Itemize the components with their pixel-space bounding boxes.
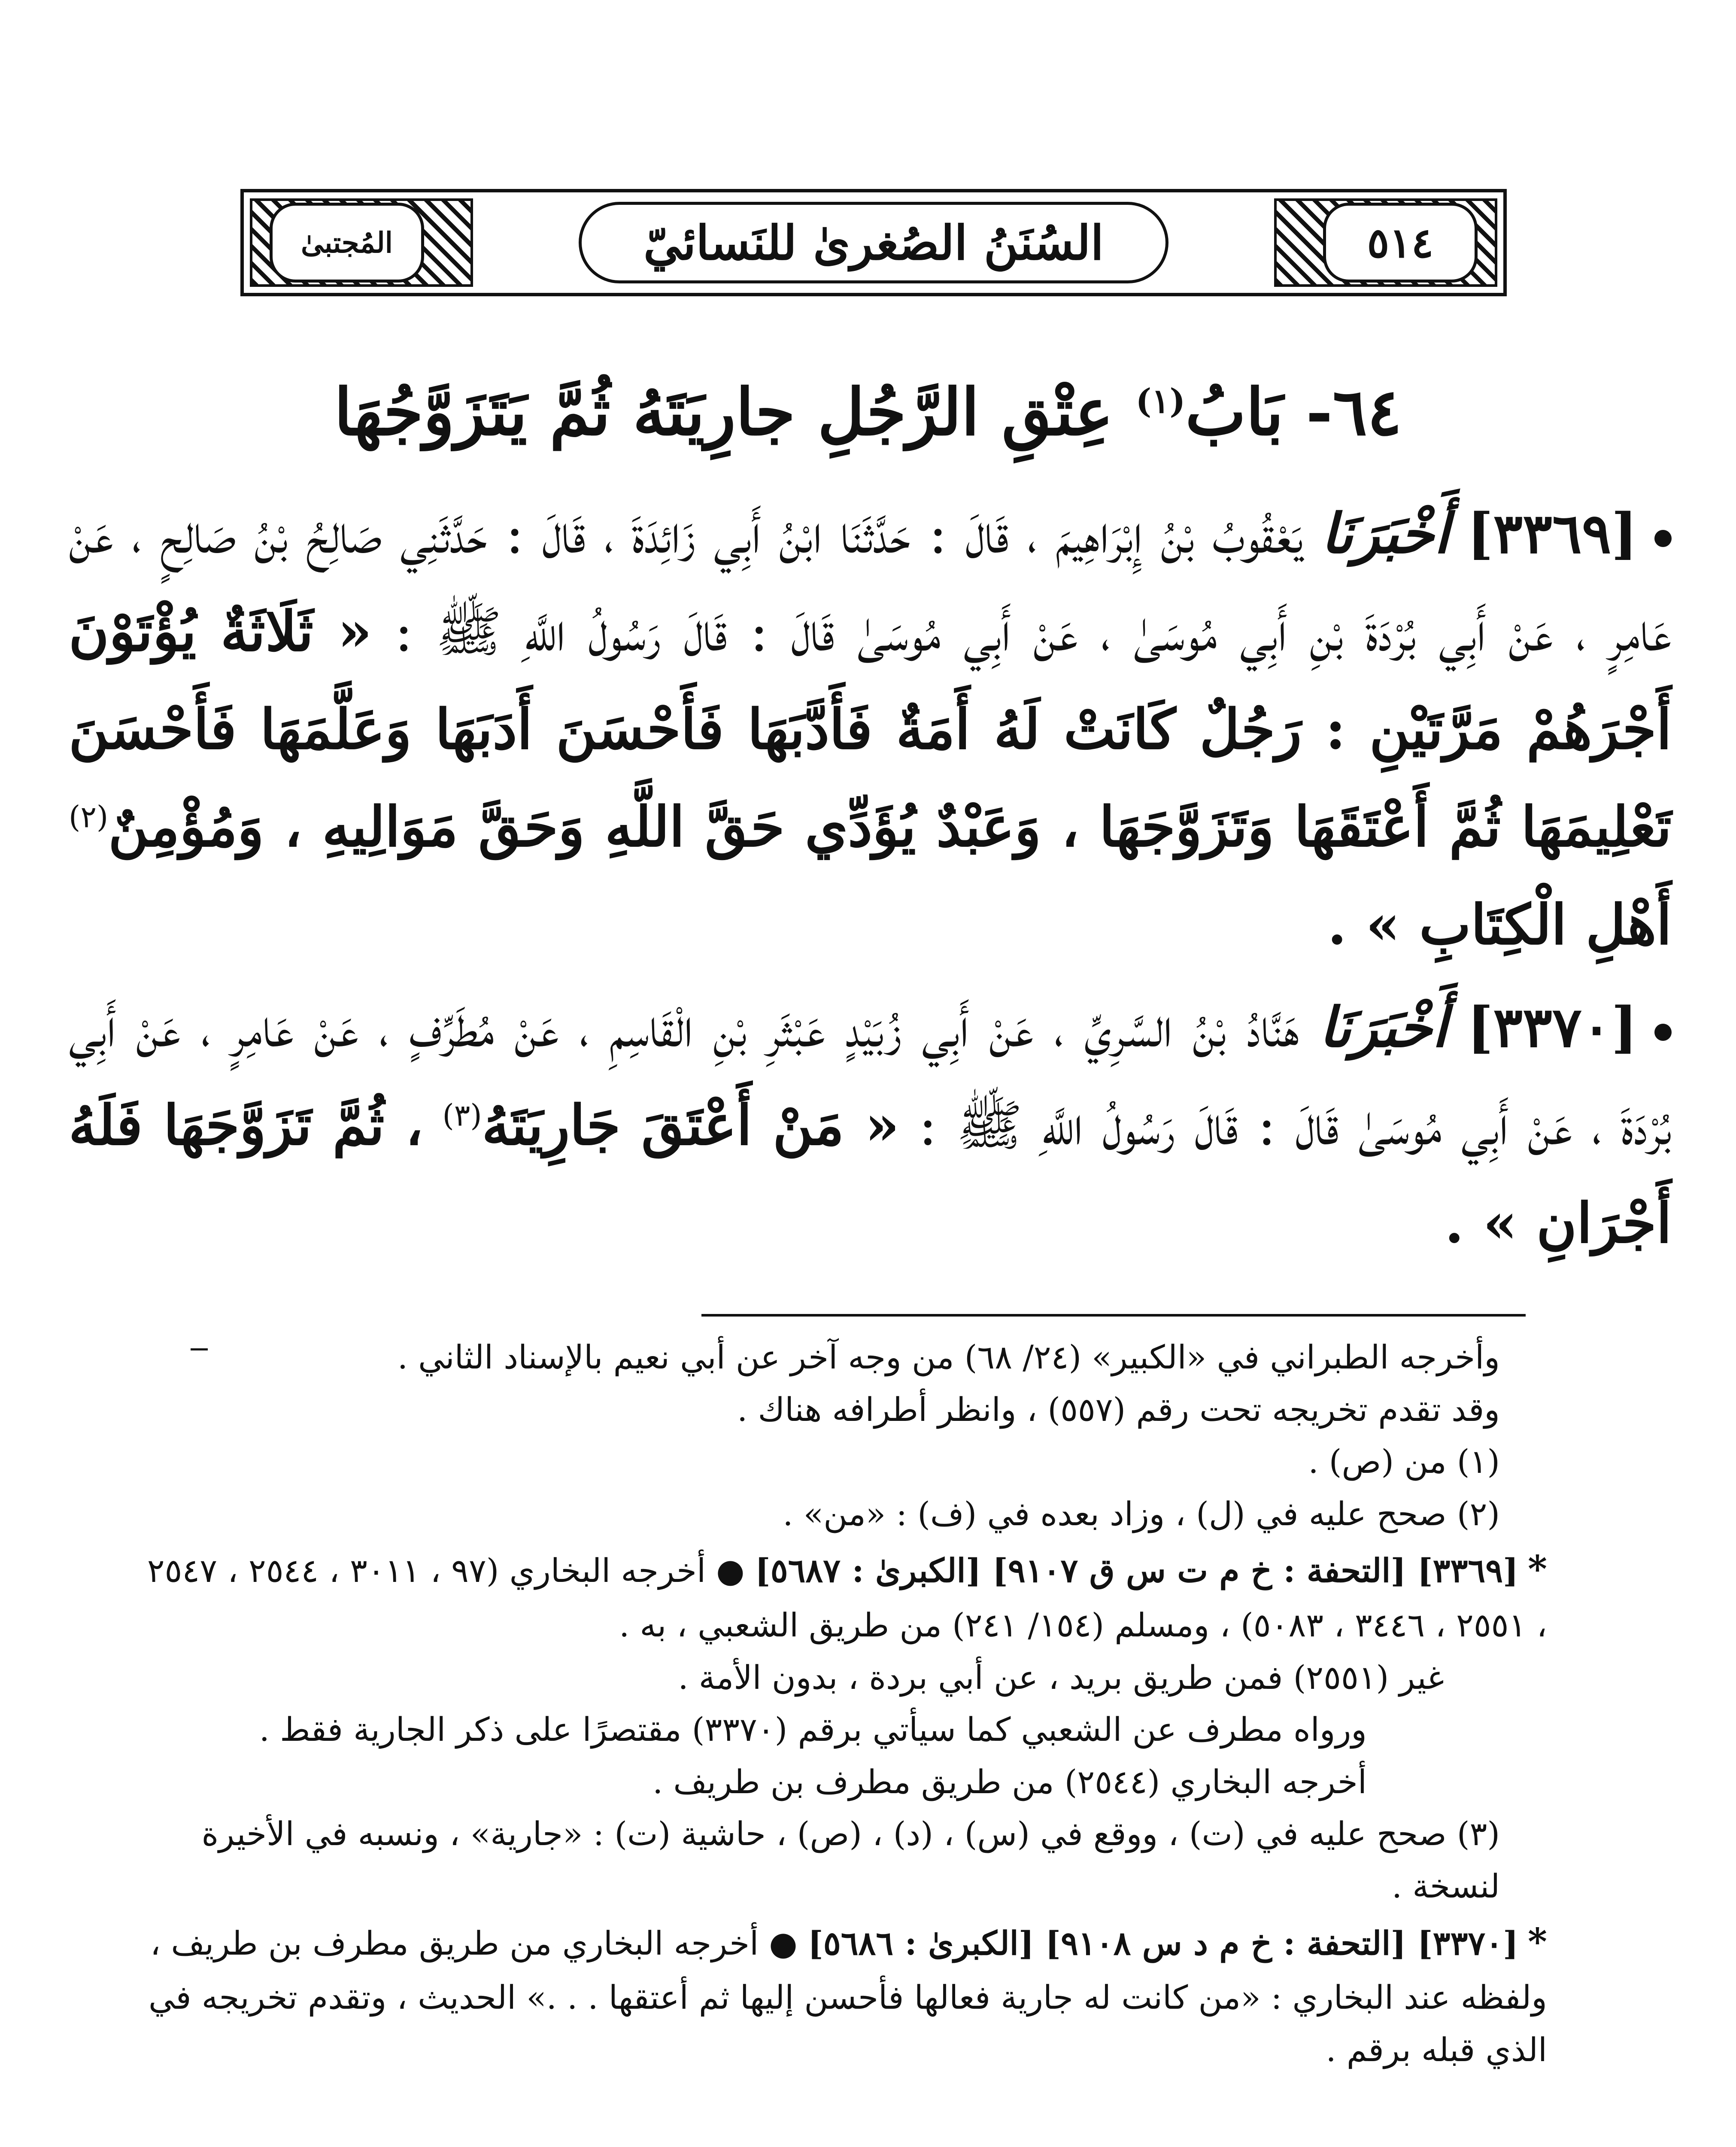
ornament-label: المُجتبىٰ: [270, 203, 424, 283]
takhrij-ref: [٣٣٦٩] [التحفة : خ م ت س ق ٩١٠٧] [الكبرىٰ : ٥٦٨٧]: [755, 1551, 1519, 1590]
page-number: ٥١٤: [1323, 203, 1478, 283]
chapter-number: ٦٤-: [1306, 374, 1402, 450]
footnote-3: (٣) صحح عليه في (ت) ، ووقع في (س) ، (د) ، (ص) ، حاشية (ت) : «جارية» ، ونسبه في الأخيرة لنسخة .: [201, 1815, 1500, 1905]
page-header: [240, 189, 1507, 296]
asterisk-icon: *: [1528, 1548, 1547, 1591]
takhrij-text: ● أخرجه البخاري من طريق مطرف بن طريف ، ولفظه عند البخاري : «من كانت له جارية فعالها فأحسن إليها ثم أعتقها . . .» الحديث ، وتقدم تخريجه في الذي قبله برقم .: [148, 1924, 1547, 2069]
takhrij-ref: [٣٣٧٠] [التحفة : خ م د س ٩١٠٨] [الكبرىٰ : ٥٦٨٦]: [807, 1924, 1519, 1962]
takhrij-text: ● أخرجه البخاري (٩٧ ، ٣٠١١ ، ٢٥٤٤ ، ٢٥٤٧ ، ٢٥٥١ ، ٣٤٤٦ ، ٥٠٨٣) ، ومسلم (١٥٤/ ٢٤١) من طريق الشعبي ، به .: [147, 1551, 1547, 1644]
hadith-number: [٣٣٧٠]: [1467, 995, 1638, 1060]
footnote-ref: (٣): [442, 1098, 482, 1133]
hadith-3370: [69, 979, 1672, 1272]
chapter-title: عِتْقِ الرَّجُلِ جارِيَتَهُ ثُمَّ يَتَزَوَّجُهَا: [334, 374, 1114, 450]
chapter-heading: [129, 352, 1607, 451]
footnote-1: (١) من (ص) .: [1308, 1442, 1500, 1481]
chapter-prefix: بَابُ: [1185, 374, 1284, 450]
takhrij-note: أخرجه البخاري (٢٥٤٤) من طريق مطرف بن طريف .: [653, 1762, 1367, 1801]
takhrij-note: غير (٢٥٥١) فمن طريق بريد ، عن أبي بردة ، بدون الأمة .: [678, 1658, 1444, 1697]
bullet-icon: [1654, 530, 1672, 547]
footnote-2: (٢) صحح عليه في (ل) ، وزاد بعده في (ف) : «من» .: [783, 1494, 1500, 1533]
hadith-number: [٣٣٦٩]: [1467, 502, 1638, 566]
akhbarana: أَخْبَرَنَا: [1319, 995, 1448, 1060]
takhrij-note: ورواه مطرف عن الشعبي كما سيأتي برقم (٣٣٧٠) مقتصرًا على ذكر الجارية فقط .: [259, 1710, 1367, 1749]
hadith-matn: « ثَلَاثَةٌ يُؤْتَوْنَ أَجْرَهُمْ مَرَّتَيْنِ : رَجُلٌ كَانَتْ لَهُ أَمَةٌ فَأَدَّبَهَا فَأَحْسَنَ أَدَبَهَا وَعَلَّمَهَا فَأَحْسَنَ تَعْلِيمَهَا ثُمَّ أَعْتَقَهَا وَتَزَوَّجَهَا ، وَعَبْدٌ يُؤَدِّي حَقَّ اللَّهِ وَحَقَّ مَوَالِيهِ ، وَمُؤْمِنٌ: [69, 599, 1672, 860]
akhbarana: أَخْبَرَنَا: [1321, 502, 1449, 566]
hadith-matn: « مَنْ أَعْتَقَ جَارِيَتَهُ: [482, 1093, 899, 1158]
hadith-isnad: هَنَّادُ بْنُ السَّرِيِّ ، عَنْ أَبِي زُبَيْدٍ عَبْثَرِ بْنِ الْقَاسِمِ ، عَنْ مُطَرِّفٍ ، عَنْ عَامِرٍ ، عَنْ أَبِي بُرْدَةَ ، عَنْ أَبِي مُوسَىٰ قَالَ : قَالَ رَسُولُ اللَّهِ ﷺ :: [69, 996, 1672, 1158]
hadith-3369: [69, 485, 1672, 974]
footnotes: [129, 1331, 1547, 2076]
takhrij-3369: [129, 1540, 1547, 1651]
footnote-continuation: وأخرجه الطبراني في «الكبير» (٢٤/ ٦٨) من وجه آخر عن أبي نعيم بالإسناد الثاني .: [397, 1338, 1500, 1376]
asterisk-icon: *: [1528, 1920, 1547, 1964]
takhrij-3370: [129, 1913, 1547, 2076]
hadith-matn-end: ، ثُمَّ تَزَوَّجَهَا فَلَهُ أَجْرَانِ » .: [69, 1093, 1672, 1256]
footnote-ref: (٢): [69, 799, 109, 835]
hadith-isnad: يَعْقُوبُ بْنُ إِبْرَاهِيمَ ، قَالَ : حَدَّثَنَا ابْنُ أَبِي زَائِدَةَ ، قَالَ : حَدَّثَنِي صَالِحُ بْنُ صَالِحٍ ، عَنْ عَامِرٍ ، عَنْ أَبِي بُرْدَةَ بْنِ أَبِي مُوسَىٰ ، عَنْ أَبِي مُوسَىٰ قَالَ : قَالَ رَسُولُ اللَّهِ ﷺ :: [69, 502, 1672, 664]
footnote-continuation: وقد تقدم تخريجه تحت رقم (٥٥٧) ، وانظر أطرافه هناك .: [737, 1390, 1500, 1429]
hadith-matn-end: أَهْلِ الْكِتَابِ » .: [1327, 893, 1672, 958]
book-title: السُنَنُ الصُغرىٰ للنَسائيّ: [579, 202, 1168, 283]
chapter-footnote-ref: (١): [1135, 382, 1186, 421]
footnote-separator: [701, 1314, 1526, 1317]
bullet-icon: [1654, 1024, 1672, 1041]
